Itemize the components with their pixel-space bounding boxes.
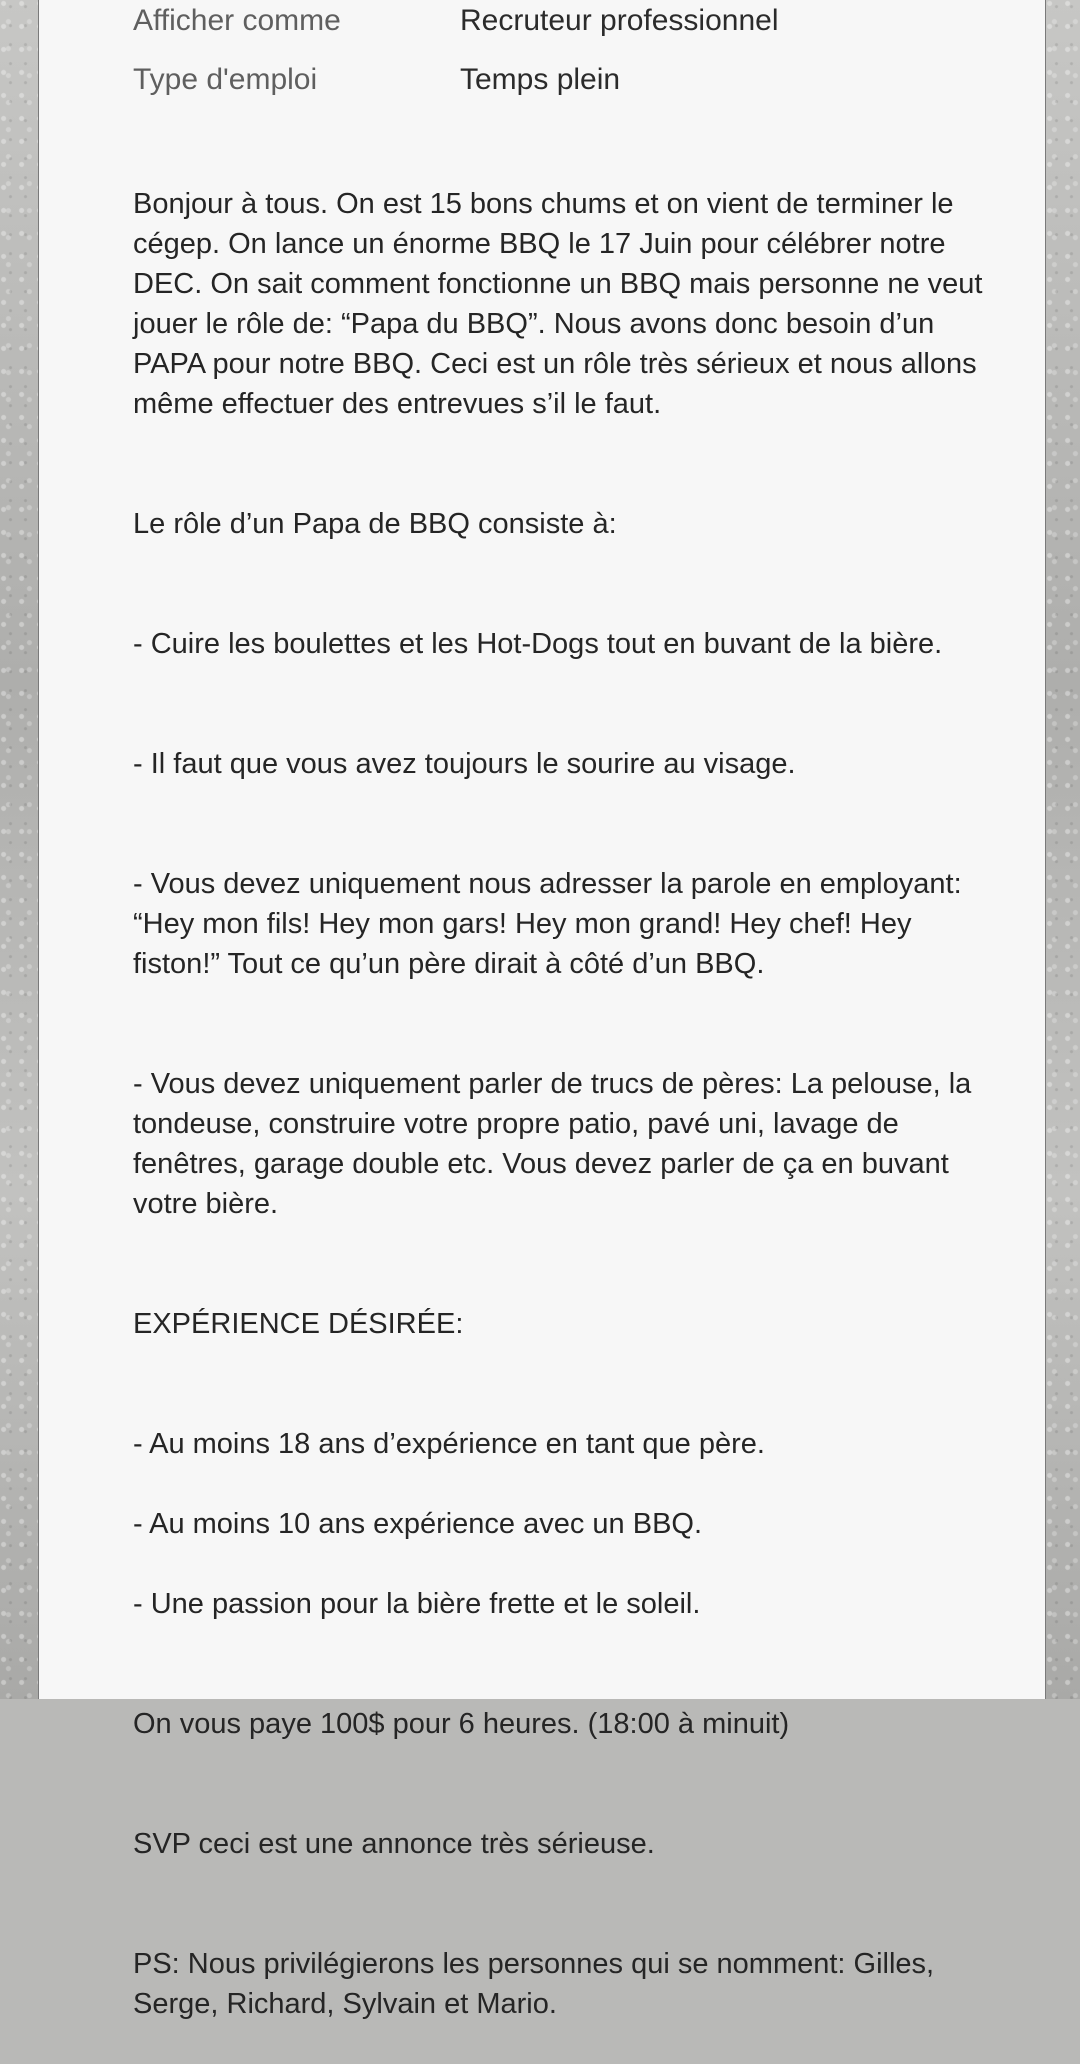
duty-item-4: - Vous devez uniquement parler de trucs de pères: La pelouse, la tondeuse, construire votre propre patio, pavé uni, lavage de fenêtres, garage double etc. Vous devez parler de ça en buvant votre bière.: [133, 1068, 972, 1220]
job-type-row: [133, 60, 620, 100]
experience-heading: EXPÉRIENCE DÉSIRÉE:: [133, 1308, 464, 1340]
experience-item-1: - Au moins 18 ans d’expérience en tant que père.: [133, 1428, 765, 1460]
experience-item-2: - Au moins 10 ans expérience avec un BBQ.: [133, 1508, 703, 1540]
duty-item-3: - Vous devez uniquement nous adresser la parole en employant: “Hey mon fils! Hey mon gars! Hey mon grand! Hey chef! Hey fiston!” Tout ce qu’un père dirait à côté d’un BBQ.: [133, 868, 962, 980]
experience-item-3: - Une passion pour la bière frette et le soleil.: [133, 1588, 701, 1620]
ps-note: PS: Nous privilégierons les personnes qui se nomment: Gilles, Serge, Richard, Sylvain et Mario.: [133, 1948, 935, 2020]
display-as-row: [133, 1, 779, 41]
job-posting-panel: [38, 0, 1046, 2020]
display-as-label: Afficher comme: [133, 4, 341, 37]
role-heading: Le rôle d’un Papa de BBQ consiste à:: [133, 508, 617, 540]
job-type-label: Type d'emploi: [133, 63, 318, 96]
job-description: [133, 144, 993, 2064]
payment-text: On vous paye 100$ pour 6 heures. (18:00 à minuit): [133, 1708, 790, 1740]
intro-paragraph: Bonjour à tous. On est 15 bons chums et on vient de terminer le cégep. On lance un énorme BBQ le 17 Juin pour célébrer notre DEC. On sait comment fonctionne un BBQ mais personne ne veut jouer le rôle de: “Papa du BBQ”. Nous avons donc besoin d’un PAPA pour notre BBQ. Ceci est un rôle très sérieux et nous allons même effectuer des entrevues s’il le faut.: [133, 188, 983, 420]
duty-item-1: - Cuire les boulettes et les Hot-Dogs tout en buvant de la bière.: [133, 628, 943, 660]
display-as-value: Recruteur professionnel: [460, 4, 779, 37]
left-stone-border: [0, 0, 38, 1699]
duty-item-2: - Il faut que vous avez toujours le sourire au visage.: [133, 748, 796, 780]
serious-note: SVP ceci est une annonce très sérieuse.: [133, 1828, 655, 1860]
right-stone-border: [1046, 0, 1080, 1699]
job-type-value: Temps plein: [460, 63, 621, 96]
